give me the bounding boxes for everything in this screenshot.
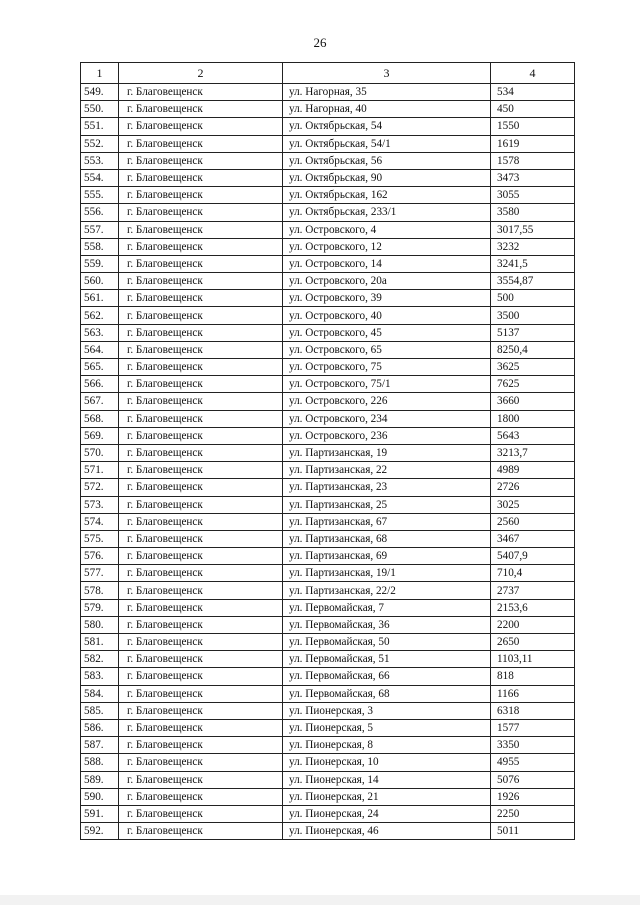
value-cell: 5011 bbox=[491, 823, 575, 840]
row-number-cell: 584. bbox=[81, 685, 119, 702]
address-cell: ул. Партизанская, 23 bbox=[283, 479, 491, 496]
value-cell: 3241,5 bbox=[491, 255, 575, 272]
scan-edge bbox=[0, 895, 640, 905]
value-cell: 3055 bbox=[491, 187, 575, 204]
table-row bbox=[81, 290, 575, 307]
city-cell: г. Благовещенск bbox=[119, 565, 283, 582]
row-number-cell: 580. bbox=[81, 616, 119, 633]
row-number-cell: 592. bbox=[81, 823, 119, 840]
table-row bbox=[81, 410, 575, 427]
address-cell: ул. Островского, 40 bbox=[283, 307, 491, 324]
address-cell: ул. Пионерская, 3 bbox=[283, 702, 491, 719]
city-cell: г. Благовещенск bbox=[119, 754, 283, 771]
value-cell: 2650 bbox=[491, 634, 575, 651]
city-cell: г. Благовещенск bbox=[119, 238, 283, 255]
row-number-cell: 566. bbox=[81, 376, 119, 393]
address-cell: ул. Нагорная, 40 bbox=[283, 101, 491, 118]
row-number-cell: 585. bbox=[81, 702, 119, 719]
row-number-cell: 554. bbox=[81, 169, 119, 186]
address-cell: ул. Пионерская, 24 bbox=[283, 805, 491, 822]
city-cell: г. Благовещенск bbox=[119, 359, 283, 376]
city-cell: г. Благовещенск bbox=[119, 101, 283, 118]
address-cell: ул. Первомайская, 36 bbox=[283, 616, 491, 633]
table-row bbox=[81, 444, 575, 461]
table-row bbox=[81, 530, 575, 547]
address-cell: ул. Пионерская, 5 bbox=[283, 719, 491, 736]
table-row bbox=[81, 84, 575, 101]
row-number-cell: 551. bbox=[81, 118, 119, 135]
page-number: 26 bbox=[313, 35, 327, 50]
row-number-cell: 590. bbox=[81, 788, 119, 805]
address-cell: ул. Пионерская, 14 bbox=[283, 771, 491, 788]
address-cell: ул. Октябрьская, 54/1 bbox=[283, 135, 491, 152]
city-cell: г. Благовещенск bbox=[119, 169, 283, 186]
address-cell: ул. Партизанская, 22/2 bbox=[283, 582, 491, 599]
address-cell: ул. Партизанская, 19/1 bbox=[283, 565, 491, 582]
city-cell: г. Благовещенск bbox=[119, 582, 283, 599]
value-cell: 3500 bbox=[491, 307, 575, 324]
table-row bbox=[81, 393, 575, 410]
city-cell: г. Благовещенск bbox=[119, 788, 283, 805]
value-cell: 3580 bbox=[491, 204, 575, 221]
row-number-cell: 565. bbox=[81, 359, 119, 376]
value-cell: 1619 bbox=[491, 135, 575, 152]
value-cell: 3213,7 bbox=[491, 444, 575, 461]
row-number-cell: 582. bbox=[81, 651, 119, 668]
address-table bbox=[80, 62, 575, 840]
table-row bbox=[81, 273, 575, 290]
city-cell: г. Благовещенск bbox=[119, 290, 283, 307]
city-cell: г. Благовещенск bbox=[119, 719, 283, 736]
address-cell: ул. Островского, 20а bbox=[283, 273, 491, 290]
column-header: 2 bbox=[119, 63, 283, 84]
address-cell: ул. Партизанская, 22 bbox=[283, 462, 491, 479]
row-number-cell: 560. bbox=[81, 273, 119, 290]
table-row bbox=[81, 187, 575, 204]
row-number-cell: 564. bbox=[81, 341, 119, 358]
city-cell: г. Благовещенск bbox=[119, 135, 283, 152]
table-row bbox=[81, 359, 575, 376]
address-cell: ул. Нагорная, 35 bbox=[283, 84, 491, 101]
table-row bbox=[81, 169, 575, 186]
city-cell: г. Благовещенск bbox=[119, 668, 283, 685]
value-cell: 2200 bbox=[491, 616, 575, 633]
table-row bbox=[81, 427, 575, 444]
city-cell: г. Благовещенск bbox=[119, 479, 283, 496]
address-cell: ул. Октябрьская, 162 bbox=[283, 187, 491, 204]
value-cell: 1926 bbox=[491, 788, 575, 805]
table-row bbox=[81, 702, 575, 719]
value-cell: 3467 bbox=[491, 530, 575, 547]
table-row bbox=[81, 754, 575, 771]
table-row bbox=[81, 101, 575, 118]
row-number-cell: 591. bbox=[81, 805, 119, 822]
table-row bbox=[81, 204, 575, 221]
value-cell: 2726 bbox=[491, 479, 575, 496]
row-number-cell: 550. bbox=[81, 101, 119, 118]
row-number-cell: 563. bbox=[81, 324, 119, 341]
value-cell: 818 bbox=[491, 668, 575, 685]
table-row bbox=[81, 221, 575, 238]
city-cell: г. Благовещенск bbox=[119, 444, 283, 461]
column-header: 4 bbox=[491, 63, 575, 84]
value-cell: 4989 bbox=[491, 462, 575, 479]
table-row bbox=[81, 376, 575, 393]
city-cell: г. Благовещенск bbox=[119, 255, 283, 272]
row-number-cell: 578. bbox=[81, 582, 119, 599]
value-cell: 1550 bbox=[491, 118, 575, 135]
address-cell: ул. Первомайская, 7 bbox=[283, 599, 491, 616]
table-row bbox=[81, 823, 575, 840]
address-cell: ул. Октябрьская, 56 bbox=[283, 152, 491, 169]
column-header: 1 bbox=[81, 63, 119, 84]
table-row bbox=[81, 634, 575, 651]
city-cell: г. Благовещенск bbox=[119, 341, 283, 358]
row-number-cell: 555. bbox=[81, 187, 119, 204]
row-number-cell: 575. bbox=[81, 530, 119, 547]
row-number-cell: 573. bbox=[81, 496, 119, 513]
table-row bbox=[81, 118, 575, 135]
value-cell: 534 bbox=[491, 84, 575, 101]
city-cell: г. Благовещенск bbox=[119, 376, 283, 393]
address-cell: ул. Партизанская, 25 bbox=[283, 496, 491, 513]
address-cell: ул. Островского, 75 bbox=[283, 359, 491, 376]
row-number-cell: 561. bbox=[81, 290, 119, 307]
table-row bbox=[81, 135, 575, 152]
address-cell: ул. Октябрьская, 90 bbox=[283, 169, 491, 186]
value-cell: 3232 bbox=[491, 238, 575, 255]
row-number-cell: 588. bbox=[81, 754, 119, 771]
value-cell: 1577 bbox=[491, 719, 575, 736]
value-cell: 3025 bbox=[491, 496, 575, 513]
table-row bbox=[81, 719, 575, 736]
city-cell: г. Благовещенск bbox=[119, 324, 283, 341]
city-cell: г. Благовещенск bbox=[119, 651, 283, 668]
city-cell: г. Благовещенск bbox=[119, 462, 283, 479]
city-cell: г. Благовещенск bbox=[119, 410, 283, 427]
city-cell: г. Благовещенск bbox=[119, 599, 283, 616]
row-number-cell: 552. bbox=[81, 135, 119, 152]
table-row bbox=[81, 805, 575, 822]
table-row bbox=[81, 255, 575, 272]
row-number-cell: 553. bbox=[81, 152, 119, 169]
address-cell: ул. Островского, 236 bbox=[283, 427, 491, 444]
value-cell: 1800 bbox=[491, 410, 575, 427]
table-row bbox=[81, 152, 575, 169]
row-number-cell: 549. bbox=[81, 84, 119, 101]
address-cell: ул. Островского, 75/1 bbox=[283, 376, 491, 393]
value-cell: 3473 bbox=[491, 169, 575, 186]
row-number-cell: 559. bbox=[81, 255, 119, 272]
row-number-cell: 568. bbox=[81, 410, 119, 427]
table-row bbox=[81, 462, 575, 479]
address-cell: ул. Пионерская, 21 bbox=[283, 788, 491, 805]
table-row bbox=[81, 548, 575, 565]
city-cell: г. Благовещенск bbox=[119, 427, 283, 444]
table-row bbox=[81, 565, 575, 582]
address-cell: ул. Островского, 12 bbox=[283, 238, 491, 255]
address-cell: ул. Островского, 226 bbox=[283, 393, 491, 410]
value-cell: 2737 bbox=[491, 582, 575, 599]
value-cell: 710,4 bbox=[491, 565, 575, 582]
address-cell: ул. Островского, 234 bbox=[283, 410, 491, 427]
city-cell: г. Благовещенск bbox=[119, 84, 283, 101]
address-cell: ул. Пионерская, 8 bbox=[283, 737, 491, 754]
value-cell: 2560 bbox=[491, 513, 575, 530]
value-cell: 3554,87 bbox=[491, 273, 575, 290]
address-cell: ул. Островского, 45 bbox=[283, 324, 491, 341]
address-cell: ул. Октябрьская, 54 bbox=[283, 118, 491, 135]
row-number-cell: 562. bbox=[81, 307, 119, 324]
address-cell: ул. Первомайская, 68 bbox=[283, 685, 491, 702]
row-number-cell: 571. bbox=[81, 462, 119, 479]
table-row bbox=[81, 479, 575, 496]
row-number-cell: 570. bbox=[81, 444, 119, 461]
row-number-cell: 558. bbox=[81, 238, 119, 255]
table-row bbox=[81, 341, 575, 358]
row-number-cell: 583. bbox=[81, 668, 119, 685]
address-cell: ул. Первомайская, 50 bbox=[283, 634, 491, 651]
row-number-cell: 589. bbox=[81, 771, 119, 788]
table-row bbox=[81, 599, 575, 616]
value-cell: 4955 bbox=[491, 754, 575, 771]
value-cell: 7625 bbox=[491, 376, 575, 393]
row-number-cell: 574. bbox=[81, 513, 119, 530]
value-cell: 1578 bbox=[491, 152, 575, 169]
city-cell: г. Благовещенск bbox=[119, 805, 283, 822]
city-cell: г. Благовещенск bbox=[119, 530, 283, 547]
city-cell: г. Благовещенск bbox=[119, 307, 283, 324]
value-cell: 3017,55 bbox=[491, 221, 575, 238]
table-row bbox=[81, 496, 575, 513]
city-cell: г. Благовещенск bbox=[119, 548, 283, 565]
table-row bbox=[81, 324, 575, 341]
address-cell: ул. Островского, 4 bbox=[283, 221, 491, 238]
value-cell: 5643 bbox=[491, 427, 575, 444]
city-cell: г. Благовещенск bbox=[119, 496, 283, 513]
address-cell: ул. Первомайская, 66 bbox=[283, 668, 491, 685]
table-row bbox=[81, 651, 575, 668]
city-cell: г. Благовещенск bbox=[119, 187, 283, 204]
row-number-cell: 557. bbox=[81, 221, 119, 238]
address-cell: ул. Партизанская, 19 bbox=[283, 444, 491, 461]
value-cell: 3625 bbox=[491, 359, 575, 376]
address-cell: ул. Партизанская, 67 bbox=[283, 513, 491, 530]
row-number-cell: 577. bbox=[81, 565, 119, 582]
address-cell: ул. Островского, 14 bbox=[283, 255, 491, 272]
value-cell: 5076 bbox=[491, 771, 575, 788]
table-row bbox=[81, 307, 575, 324]
value-cell: 8250,4 bbox=[491, 341, 575, 358]
city-cell: г. Благовещенск bbox=[119, 616, 283, 633]
address-cell: ул. Островского, 65 bbox=[283, 341, 491, 358]
value-cell: 1166 bbox=[491, 685, 575, 702]
value-cell: 2153,6 bbox=[491, 599, 575, 616]
city-cell: г. Благовещенск bbox=[119, 823, 283, 840]
city-cell: г. Благовещенск bbox=[119, 513, 283, 530]
row-number-cell: 569. bbox=[81, 427, 119, 444]
address-cell: ул. Октябрьская, 233/1 bbox=[283, 204, 491, 221]
value-cell: 5407,9 bbox=[491, 548, 575, 565]
city-cell: г. Благовещенск bbox=[119, 221, 283, 238]
address-cell: ул. Первомайская, 51 bbox=[283, 651, 491, 668]
table-row bbox=[81, 788, 575, 805]
city-cell: г. Благовещенск bbox=[119, 737, 283, 754]
address-cell: ул. Партизанская, 68 bbox=[283, 530, 491, 547]
value-cell: 500 bbox=[491, 290, 575, 307]
row-number-cell: 567. bbox=[81, 393, 119, 410]
table-row bbox=[81, 513, 575, 530]
address-cell: ул. Пионерская, 10 bbox=[283, 754, 491, 771]
city-cell: г. Благовещенск bbox=[119, 204, 283, 221]
city-cell: г. Благовещенск bbox=[119, 685, 283, 702]
value-cell: 3350 bbox=[491, 737, 575, 754]
city-cell: г. Благовещенск bbox=[119, 634, 283, 651]
city-cell: г. Благовещенск bbox=[119, 118, 283, 135]
city-cell: г. Благовещенск bbox=[119, 771, 283, 788]
column-header: 3 bbox=[283, 63, 491, 84]
row-number-cell: 586. bbox=[81, 719, 119, 736]
row-number-cell: 587. bbox=[81, 737, 119, 754]
table-row bbox=[81, 668, 575, 685]
city-cell: г. Благовещенск bbox=[119, 393, 283, 410]
city-cell: г. Благовещенск bbox=[119, 152, 283, 169]
table-row bbox=[81, 582, 575, 599]
value-cell: 3660 bbox=[491, 393, 575, 410]
table-row bbox=[81, 616, 575, 633]
header-row bbox=[81, 63, 575, 84]
address-cell: ул. Пионерская, 46 bbox=[283, 823, 491, 840]
value-cell: 450 bbox=[491, 101, 575, 118]
row-number-cell: 556. bbox=[81, 204, 119, 221]
row-number-cell: 576. bbox=[81, 548, 119, 565]
row-number-cell: 579. bbox=[81, 599, 119, 616]
table-row bbox=[81, 771, 575, 788]
value-cell: 1103,11 bbox=[491, 651, 575, 668]
value-cell: 5137 bbox=[491, 324, 575, 341]
table-row bbox=[81, 737, 575, 754]
table-row bbox=[81, 685, 575, 702]
row-number-cell: 581. bbox=[81, 634, 119, 651]
value-cell: 6318 bbox=[491, 702, 575, 719]
value-cell: 2250 bbox=[491, 805, 575, 822]
row-number-cell: 572. bbox=[81, 479, 119, 496]
city-cell: г. Благовещенск bbox=[119, 273, 283, 290]
address-cell: ул. Островского, 39 bbox=[283, 290, 491, 307]
address-cell: ул. Партизанская, 69 bbox=[283, 548, 491, 565]
table-row bbox=[81, 238, 575, 255]
city-cell: г. Благовещенск bbox=[119, 702, 283, 719]
